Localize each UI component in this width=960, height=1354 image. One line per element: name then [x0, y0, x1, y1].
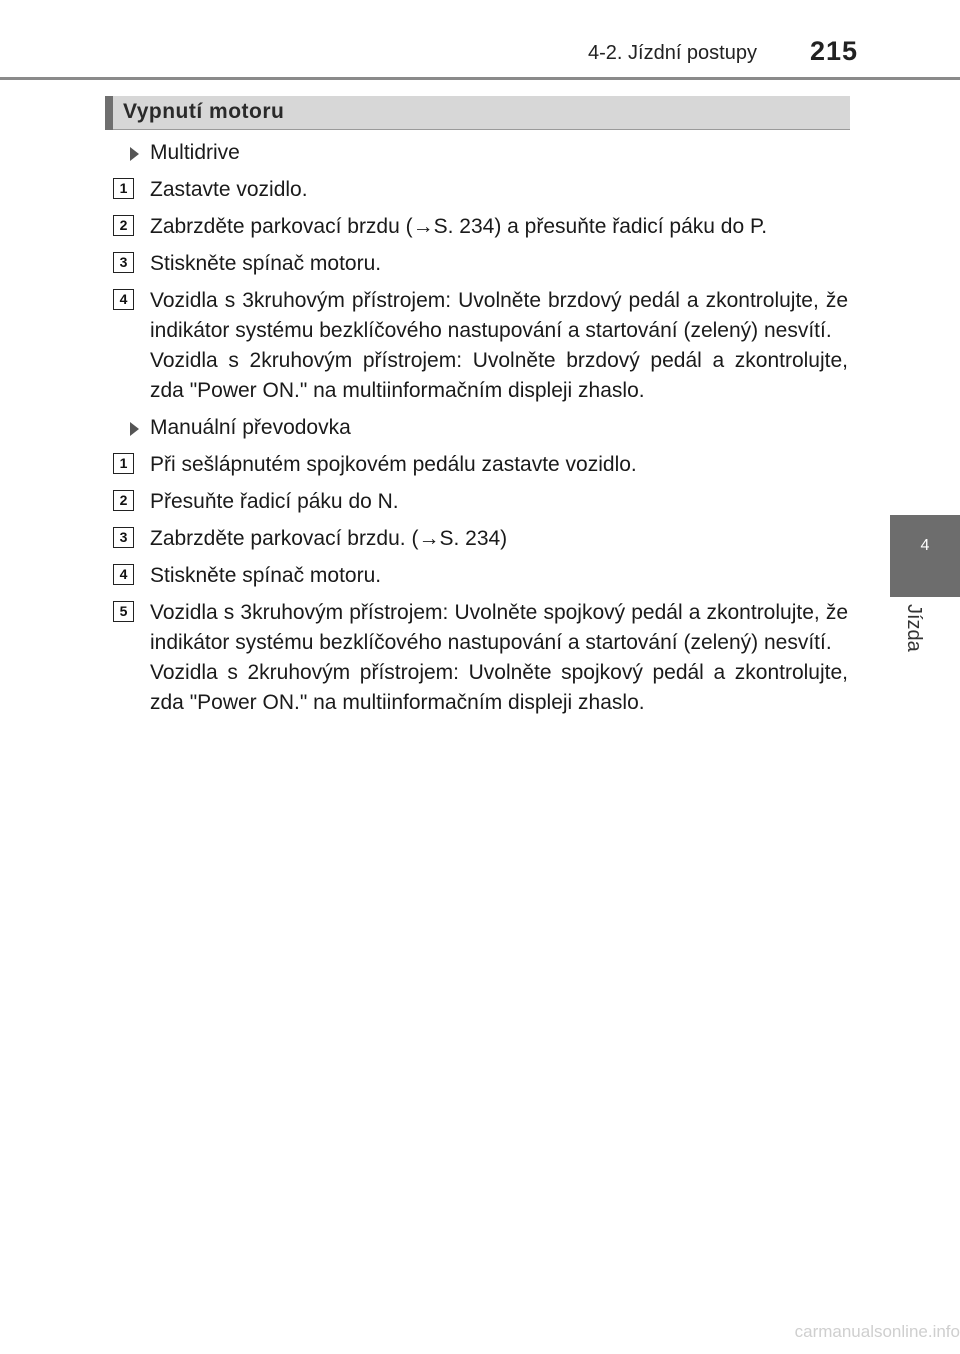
section-title: Vypnutí motoru: [123, 100, 285, 123]
step-text: Stiskněte spínač motoru.: [150, 564, 382, 587]
procedure-step: [113, 450, 848, 480]
procedure-step: [113, 286, 848, 406]
procedure-heading-text: Manuální převodovka: [150, 416, 351, 439]
step-text: Zabrzděte parkovací brzdu. (→S. 234): [150, 527, 508, 550]
step-number-badge: 2: [113, 215, 134, 236]
step-text: Zabrzděte parkovací brzdu (→S. 234) a přesuňte řadicí páku do P.: [150, 215, 768, 238]
procedure-step: [113, 249, 848, 279]
step-number-badge: 2: [113, 490, 134, 511]
header-divider: [0, 77, 960, 80]
procedure-step: [113, 598, 848, 718]
bullet-arrow-icon: [130, 147, 139, 161]
page-number: 215: [810, 36, 859, 66]
step-text: Vozidla s 2kruhovým přístrojem: Uvolněte spojkový pedál a zkontrolujte, zda "Power ON." na multiinformačním displeji zhaslo.: [150, 661, 848, 714]
procedure-step: [113, 524, 848, 554]
procedure-group: [113, 138, 848, 406]
chapter-label-wrap: [902, 604, 926, 664]
procedure-step: [113, 487, 848, 517]
procedure-step: [113, 561, 848, 591]
step-text: Vozidla s 2kruhovým přístrojem: Uvolněte brzdový pedál a zkontrolujte, zda "Power ON." na multiinformačním displeji zhaslo.: [150, 349, 848, 402]
procedure-heading: [113, 138, 848, 168]
chapter-number: 4: [920, 537, 930, 554]
procedure-step: [113, 212, 848, 242]
step-number-badge: 4: [113, 564, 134, 585]
procedure-step: [113, 175, 848, 205]
step-number-badge: 5: [113, 601, 134, 622]
step-text: Přesuňte řadicí páku do N.: [150, 490, 399, 513]
step-number-badge: 1: [113, 178, 134, 199]
step-number-badge: 3: [113, 527, 134, 548]
step-text: Zastavte vozidlo.: [150, 178, 308, 201]
procedure-heading: [113, 413, 848, 443]
bullet-arrow-icon: [130, 422, 139, 436]
watermark: carmanualsonline.info: [794, 1322, 960, 1341]
instruction-content: [113, 138, 848, 725]
step-text: Vozidla s 3kruhovým přístrojem: Uvolněte spojkový pedál a zkontrolujte, že indikátor systému bezklíčového nastupování a startování (zelený) nesvítí.: [150, 601, 848, 654]
step-number-badge: 1: [113, 453, 134, 474]
chapter-side-tab: [890, 515, 960, 597]
section-title-accent: [105, 96, 113, 130]
step-text: Vozidla s 3kruhovým přístrojem: Uvolněte brzdový pedál a zkontrolujte, že indikátor systému bezklíčového nastupování a startování (zelený) nesvítí.: [150, 289, 848, 342]
running-header-section: 4-2. Jízdní postupy: [588, 42, 757, 64]
step-text: Při sešlápnutém spojkovém pedálu zastavte vozidlo.: [150, 453, 637, 476]
procedure-group: [113, 413, 848, 718]
step-number-badge: 4: [113, 289, 134, 310]
step-number-badge: 3: [113, 252, 134, 273]
procedure-heading-text: Multidrive: [150, 141, 240, 164]
chapter-label: Jízda: [903, 604, 925, 652]
step-text: Stiskněte spínač motoru.: [150, 252, 382, 275]
